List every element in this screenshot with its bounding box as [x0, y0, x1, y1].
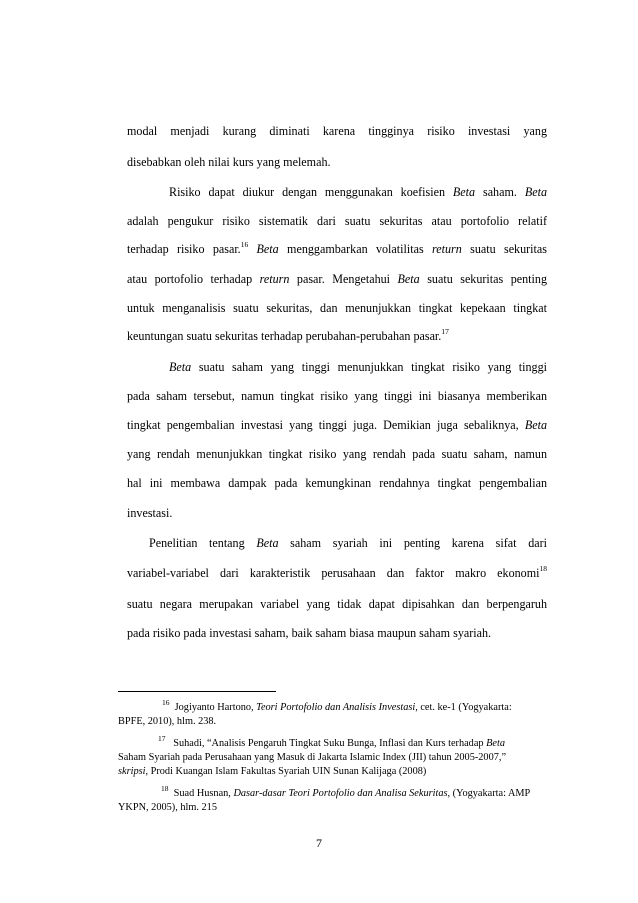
footnote-16 [162, 697, 548, 715]
body-text: variabel-variabel dari karakteristik perusahaan dan faktor makro ekonomi [127, 566, 540, 580]
space [248, 242, 256, 256]
italic-term: Beta [524, 418, 547, 432]
body-text: untuk menganalisis suatu sekuritas, dan menunjukkan tingkat kepekaan tingkat [127, 301, 547, 315]
footnote-text: Suad Husnan, [173, 788, 234, 799]
body-text: tingkat pengembalian investasi yang tinggi juga. Demikian juga sebaliknya, [127, 418, 525, 432]
body-line [127, 446, 547, 462]
body-line [127, 241, 547, 257]
footnote-title: Dasar-dasar Teori Portofolio dan Analisa Sekuritas [233, 788, 448, 799]
body-text: suatu negara merupakan variabel yang tidak dapat dipisahkan dan berpengaruh [127, 597, 547, 611]
body-line [127, 475, 547, 491]
body-text: suatu sekuritas [461, 242, 547, 256]
footnote-title: Teori Portofolio dan Analisis Investasi [256, 702, 416, 713]
body-text: modal menjadi kurang diminati karena tingginya risiko investasi yang [127, 124, 547, 138]
italic-term: Beta [452, 185, 476, 199]
italic-term: Beta [256, 242, 279, 256]
italic-term: Beta [169, 360, 192, 374]
footnote-number: 16 [162, 697, 170, 707]
footnote-17 [158, 733, 548, 751]
body-line [127, 213, 547, 229]
body-line [169, 359, 547, 375]
body-text: yang rendah menunjukkan tingkat risiko yang rendah pada suatu saham, namun [127, 447, 547, 461]
footnote-text: , cet. ke-1 (Yogyakarta: [415, 702, 512, 713]
body-text: Penelitian tentang [149, 536, 257, 550]
body-line [127, 596, 547, 612]
body-text: keuntungan suatu sekuritas terhadap perubahan-perubahan pasar. [127, 329, 442, 343]
footnote-text: , Prodi Kuangan Islam Fakultas Syariah UIN Sunan Kalijaga (2008) [145, 766, 427, 777]
page-number: 7 [316, 836, 322, 850]
footnote-number: 17 [158, 733, 166, 743]
body-line [127, 123, 547, 139]
body-text: terhadap risiko pasar. [127, 242, 241, 256]
footnote-text: YKPN, 2005), hlm. 215 [118, 802, 217, 813]
footnote-18 [161, 783, 548, 801]
footnote-title: Beta [486, 738, 505, 749]
body-text: disebabkan oleh nilai kurs yang melemah. [127, 155, 331, 169]
body-text: suatu sekuritas penting [419, 272, 547, 286]
footnote-text: , (Yogyakarta: AMP [447, 788, 531, 799]
body-text: pasar. Mengetahui [289, 272, 398, 286]
footnote-text: Jogiyanto Hartono, [174, 702, 257, 713]
body-text: atau portofolio terhadap [127, 272, 260, 286]
body-line [127, 388, 547, 404]
body-text: Risiko dapat diukur dengan menggunakan koefisien [169, 185, 453, 199]
footnote-ref: 16 [240, 239, 249, 249]
body-text: saham syariah ini penting karena sifat dari [278, 536, 547, 550]
footnote-16-cont [118, 715, 548, 729]
footnote-text: Saham Syariah pada Perusahaan yang Masuk di Jakarta Islamic Index (JII) tahun 2005-2007,” [118, 752, 507, 763]
body-text: saham. [475, 185, 525, 199]
body-text: investasi. [127, 506, 173, 520]
italic-term: return [432, 242, 462, 256]
body-line [127, 505, 547, 521]
footnote-17-cont [118, 765, 548, 779]
italic-term: Beta [397, 272, 420, 286]
footnote-17-cont [118, 751, 548, 765]
body-line [127, 417, 547, 433]
body-line [149, 535, 547, 551]
italic-term: Beta [524, 185, 547, 199]
body-line [127, 154, 547, 170]
footnote-title: skripsi [118, 766, 146, 777]
body-line [127, 625, 547, 641]
footnote-18-cont [118, 801, 548, 815]
body-line [127, 300, 547, 316]
footnote-ref: 18 [539, 563, 547, 573]
body-text: pada risiko pada investasi saham, baik saham biasa maupun saham syariah. [127, 626, 492, 640]
body-text: adalah pengukur risiko sistematik dari suatu sekuritas atau portofolio relatif [127, 214, 547, 228]
body-line [127, 271, 547, 287]
body-text: menggambarkan volatilitas [278, 242, 432, 256]
body-text: pada saham tersebut, namun tingkat risiko yang tinggi ini biasanya memberikan [127, 389, 547, 403]
body-line [169, 184, 547, 200]
italic-term: Beta [256, 536, 279, 550]
footnote-text: Suhadi, “Analisis Pengaruh Tingkat Suku Bunga, Inflasi dan Kurs terhadap [173, 738, 487, 749]
footnote-text: BPFE, 2010), hlm. 238. [118, 716, 217, 727]
footnote-separator [118, 691, 276, 692]
footnote-number: 18 [161, 783, 169, 793]
italic-term: return [259, 272, 290, 286]
body-line [127, 565, 547, 581]
body-line [127, 328, 547, 344]
body-text: hal ini membawa dampak pada kemungkinan rendahnya tingkat pengembalian [127, 476, 547, 490]
body-text: suatu saham yang tinggi menunjukkan tingkat risiko yang tinggi [191, 360, 547, 374]
footnote-ref: 17 [441, 326, 449, 336]
